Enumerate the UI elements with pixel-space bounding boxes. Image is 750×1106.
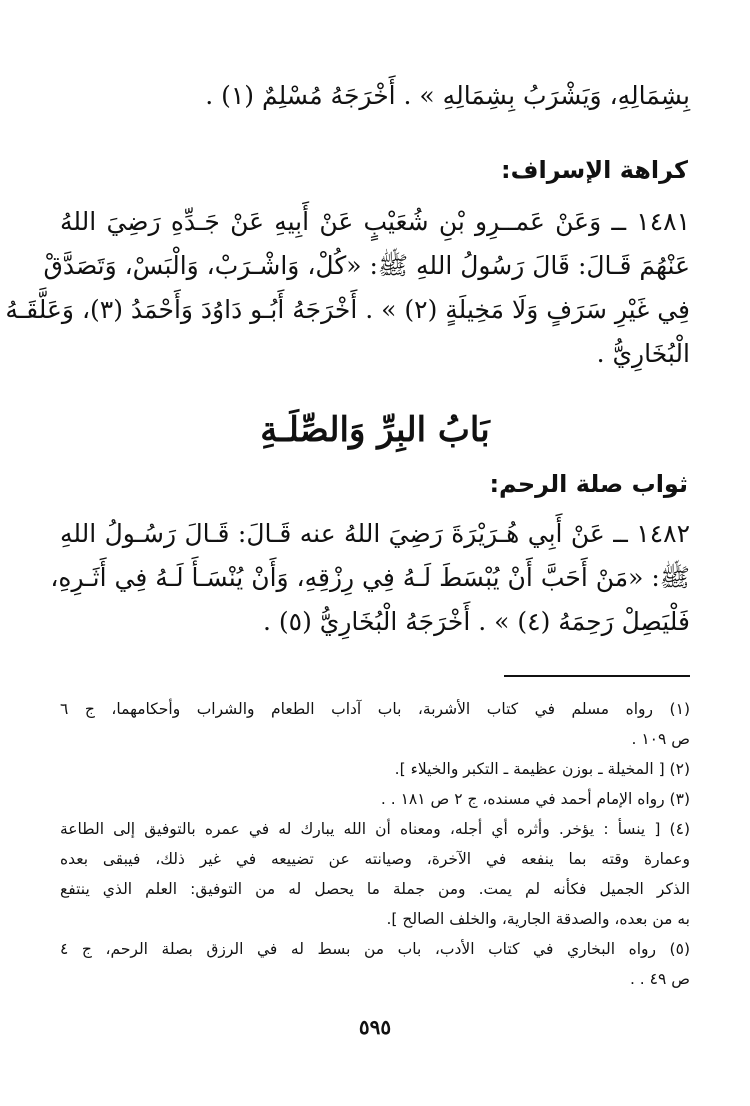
hadith-1482-line-1: ١٤٨٢ ــ عَنْ أَبِي هُـرَيْرَةَ رَضِيَ اللهُ عنه قَـالَ: قَـالَ رَسُـولُ اللهِ [60,519,690,548]
footnote-4-line-4: به من بعده، والصدقة الجارية، والخلف الصالح ]. [386,910,690,928]
page-number: ٥٩٥ [358,1015,392,1039]
footnote-5-line-1: (٥) رواه البخاري في كتاب الأدب، باب من بسط له في الرزق بصلة الرحم، ج ٤ [60,940,690,958]
continuation-line: بِشِمَالِهِ، وَيَشْرَبُ بِشِمَالِهِ » . أَخْرَجَهُ مُسْلِمٌ (١) . [205,81,690,110]
section-heading-israf: كراهة الإسراف: [501,156,688,184]
footnote-4-line-3: الذكر الجميل فكأنه لم يمت. ومن جملة ما يحصل له من التوفيق: العلم الذي ينتفع [60,880,690,898]
hadith-1481-line-3: فِي غَيْرِ سَرَفٍ وَلَا مَخِيلَةٍ (٢) » . أَخْرَجَهُ أَبُـو دَاوُدَ وَأَحْمَدُ (٣)، وَعَلَّقَـهُ [5,295,690,324]
hadith-1481-line-4: الْبُخَارِيُّ . [596,339,690,368]
footnote-5-line-2: ص ٤٩ . . [629,970,690,988]
footnote-4-line-1: (٤) [ ينسأ : يؤخر. وأثره أي أجله، ومعناه أن الله يبارك له في عمره بالتوفيق إلى الطاعة [60,820,690,838]
hadith-1481-line-2: عَنْهُمَ قَـالَ: قَالَ رَسُولُ اللهِ ﷺ: «كُلْ، وَاشْـرَبْ، وَالْبَسْ، وَتَصَدَّقْ [43,251,690,280]
footnote-separator [504,675,690,677]
hadith-1482-line-2: ﷺ: «مَنْ أَحَبَّ أَنْ يُبْسَطَ لَـهُ فِي رِزْقِهِ، وَأَنْ يُنْسَـأَ لَـهُ فِي أَثَـرِهِ، [50,563,690,592]
footnote-1-line-2: ص ١٠٩ . [631,730,690,748]
section-heading-silat-rahim: ثواب صلة الرحم: [489,470,688,498]
footnote-4-line-2: وعمارة وقته بما ينفعه في الآخرة، وصيانته عن تضييعه في غير ذلك، فيبقى بعده [60,850,690,868]
chapter-title: بَابُ البِرِّ وَالصِّلَـةِ [260,410,490,450]
footnote-1-line-1: (١) رواه مسلم في كتاب الأشربة، باب آداب الطعام والشراب وأحكامهما، ج ٦ [60,700,690,718]
hadith-1481-line-1: ١٤٨١ ــ وَعَنْ عَمــرِو بْنِ شُعَيْبٍ عَنْ أَبِيهِ عَنْ جَـدِّهِ رَضِيَ اللهُ [60,207,690,236]
footnote-3: (٣) رواه الإمام أحمد في مسنده، ج ٢ ص ١٨١ . . [380,790,690,808]
hadith-1482-line-3: فَلْيَصِلْ رَحِمَهُ (٤) » . أَخْرَجَهُ الْبُخَارِيُّ (٥) . [263,607,690,636]
footnote-2: (٢) [ المخيلة ـ بوزن عظيمة ـ التكبر والخيلاء ]. [394,760,690,778]
